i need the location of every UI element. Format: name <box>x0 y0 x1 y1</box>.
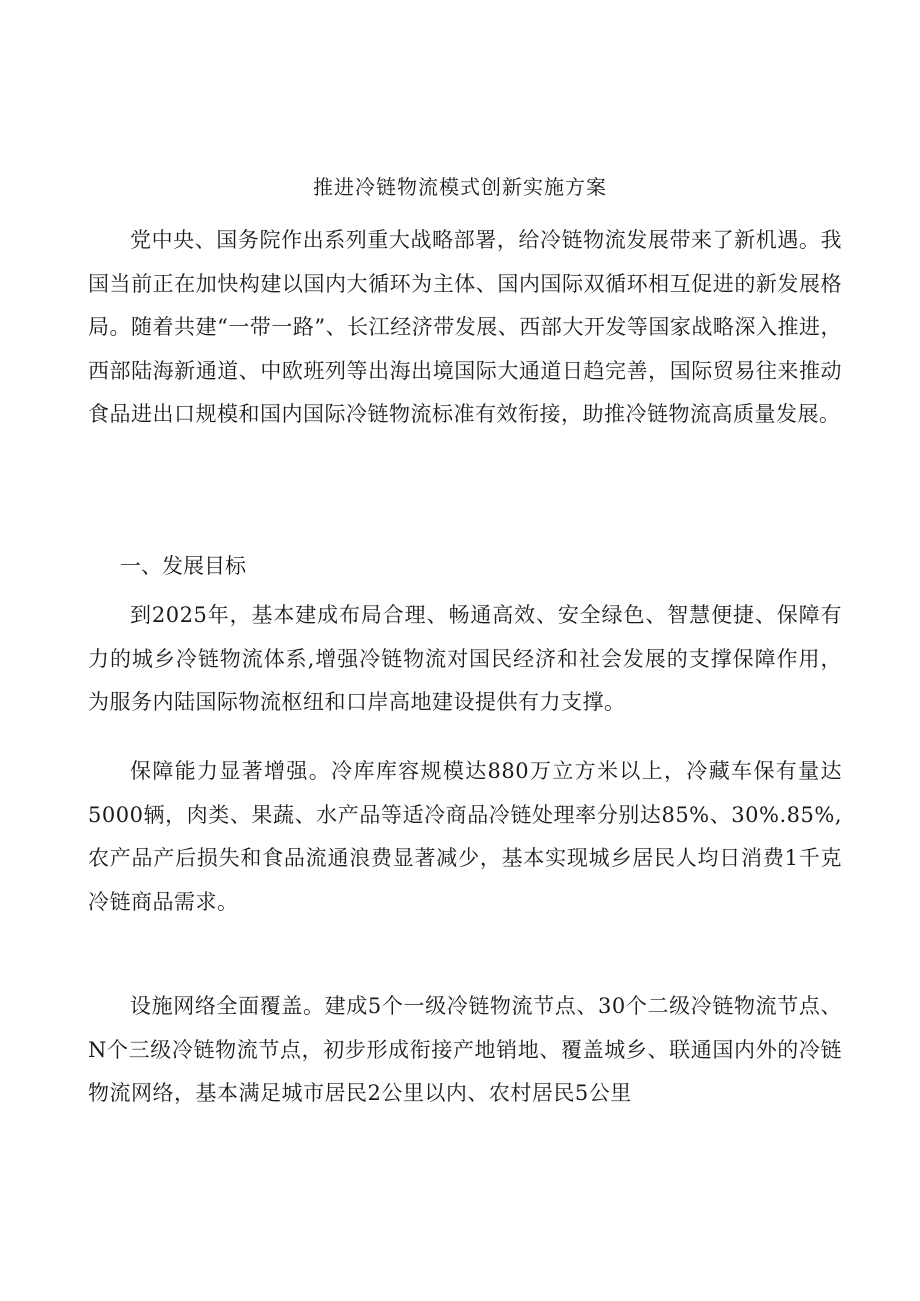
document-title: 推进冷链物流模式创新实施方案 <box>313 175 607 199</box>
paragraph-network: 设施网络全面覆盖。建成5个一级冷链物流节点、30个二级冷链物流节点、N个三级冷链物流节点，初步形成衔接产地销地、覆盖城乡、联通国内外的冷链物流网络，基本满足城市居民2公里以内、农村居民5公里 <box>88 994 842 1105</box>
paragraph-goal: 到2025年，基本建成布局合理、畅通高效、安全绿色、智慧便捷、保障有力的城乡冷链物流体系,增强冷链物流对国民经济和社会发展的支撑保障作用，为服务内陆国际物流枢纽和口岸高地建设提供有力支撑。 <box>88 603 842 714</box>
paragraph-intro: 党中央、国务院作出系列重大战略部署，给冷链物流发展带来了新机遇。我国当前正在加快构建以国内大循环为主体、国内国际双循环相互促进的新发展格局。随着共建“一带一路”、长江经济带发展、西部大开发等国家战略深入推进，西部陆海新通道、中欧班列等出海出境国际大通道日趋完善，国际贸易往来推动食品进出口规模和国内国际冷链物流标准有效衔接，助推冷链物流高质量发展。 <box>88 228 842 426</box>
section-heading-goals: 一、发展目标 <box>120 554 246 578</box>
paragraph-capacity: 保障能力显著增强。冷库库容规模达880万立方米以上，冷藏车保有量达5000辆，肉类、果蔬、水产品等适冷商品冷链处理率分别达85%、30%.85%,农产品产后损失和食品流通浪费显著减少，基本实现城乡居民人均日消费1千克冷链商品需求。 <box>88 759 842 914</box>
